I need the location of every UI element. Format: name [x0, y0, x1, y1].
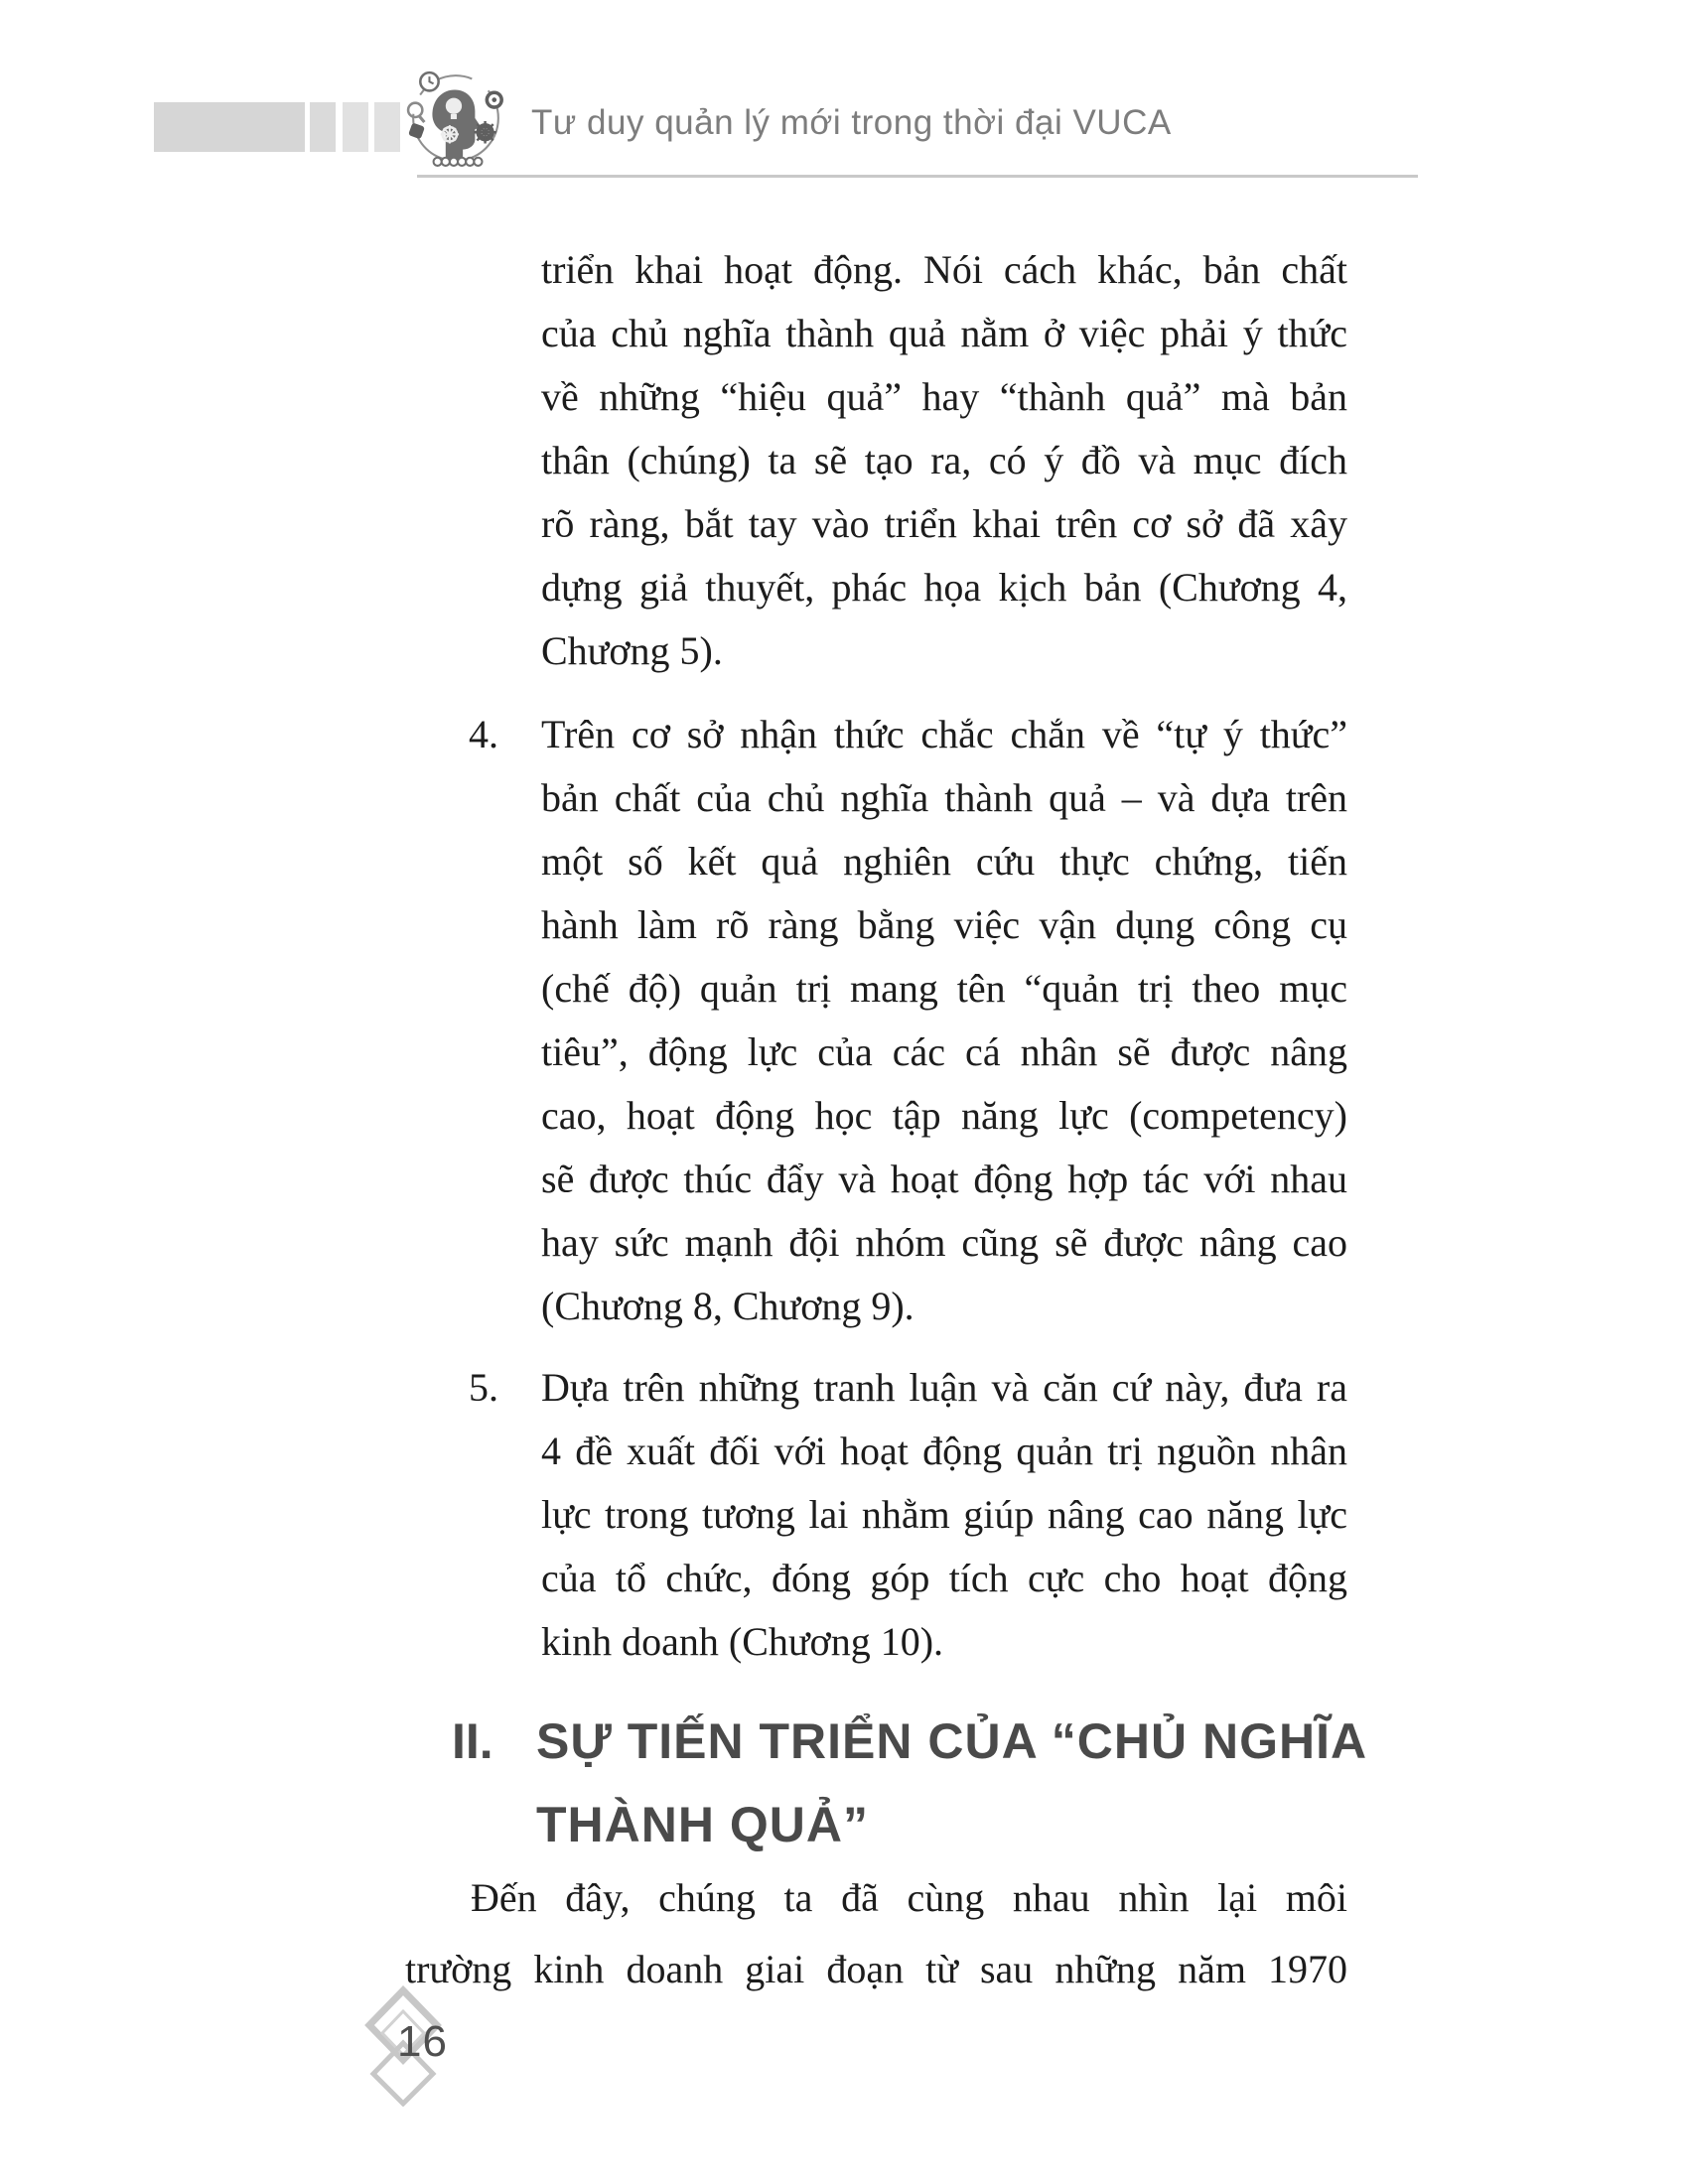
- text-line: Đến đây, chúng ta đã cùng nhau nhìn lại môi: [471, 1875, 1347, 1920]
- text-line: về những “hiệu quả” hay “thành quả” mà bản: [541, 374, 1347, 419]
- text-line: của tổ chức, đóng góp tích cực cho hoạt động: [541, 1556, 1347, 1600]
- text-line: lực trong tương lai nhằm giúp nâng cao năng lực: [541, 1492, 1347, 1537]
- list-item-4: [469, 703, 1347, 1338]
- text-line: bản chất của chủ nghĩa thành quả – và dựa trên: [541, 775, 1347, 820]
- header-decor-bar: [154, 102, 305, 152]
- text-line: rõ ràng, bắt tay vào triển khai trên cơ sở đã xây: [541, 501, 1347, 546]
- header-decor-square: [343, 102, 368, 152]
- page-number: 16: [397, 2017, 448, 2066]
- text-line: (chế độ) quản trị mang tên “quản trị theo mục: [541, 966, 1347, 1011]
- text-line: của chủ nghĩa thành quả nằm ở việc phải ý thức: [541, 311, 1347, 355]
- text-line: trường kinh doanh giai đoạn từ sau những năm 1970: [405, 1947, 1347, 1991]
- text-line: dựng giả thuyết, phác họa kịch bản (Chương 4,: [541, 565, 1347, 610]
- text-line: Chương 5).: [541, 628, 723, 673]
- text-line: hay sức mạnh đội nhóm cũng sẽ được nâng cao: [541, 1220, 1347, 1265]
- running-header-title: Tư duy quản lý mới trong thời đại VUCA: [531, 103, 1172, 142]
- section-number: II.: [452, 1713, 493, 1769]
- text-line: triển khai hoạt động. Nói cách khác, bản chất: [541, 247, 1347, 292]
- header-decor-square: [310, 102, 336, 152]
- text-line: Trên cơ sở nhận thức chắc chắn về “tự ý thức”: [541, 712, 1347, 756]
- section-heading-line: THÀNH QUẢ”: [536, 1797, 869, 1852]
- section-heading: [452, 1700, 1368, 1866]
- text-line: kinh doanh (Chương 10).: [541, 1619, 944, 1664]
- paragraph-continuation: [541, 238, 1347, 683]
- text-line: một số kết quả nghiên cứu thực chứng, tiến: [541, 839, 1347, 884]
- header-rule: [417, 175, 1418, 178]
- text-line: (Chương 8, Chương 9).: [541, 1284, 914, 1328]
- closing-paragraph: [405, 1862, 1347, 2005]
- section-heading-line: SỰ TIẾN TRIỂN CỦA “CHỦ NGHĨA: [536, 1713, 1368, 1769]
- thinking-head-with-gears-icon: [405, 68, 506, 169]
- text-line: tiêu”, động lực của các cá nhân sẽ được nâng: [541, 1029, 1347, 1074]
- text-line: Dựa trên những tranh luận và căn cứ này, đưa ra: [541, 1365, 1347, 1410]
- text-line: 4 đề xuất đối với hoạt động quản trị nguồn nhân: [541, 1429, 1347, 1473]
- list-number: 5.: [469, 1365, 498, 1410]
- text-line: cao, hoạt động học tập năng lực (competency): [541, 1093, 1347, 1138]
- text-line: sẽ được thúc đẩy và hoạt động hợp tác với nhau: [541, 1157, 1347, 1201]
- list-item-5: [469, 1356, 1347, 1674]
- text-line: thân (chúng) ta sẽ tạo ra, có ý đồ và mục đích: [541, 438, 1347, 482]
- text-line: hành làm rõ ràng bằng việc vận dụng công cụ: [541, 902, 1347, 947]
- header-decor-square: [374, 102, 400, 152]
- list-number: 4.: [469, 712, 498, 756]
